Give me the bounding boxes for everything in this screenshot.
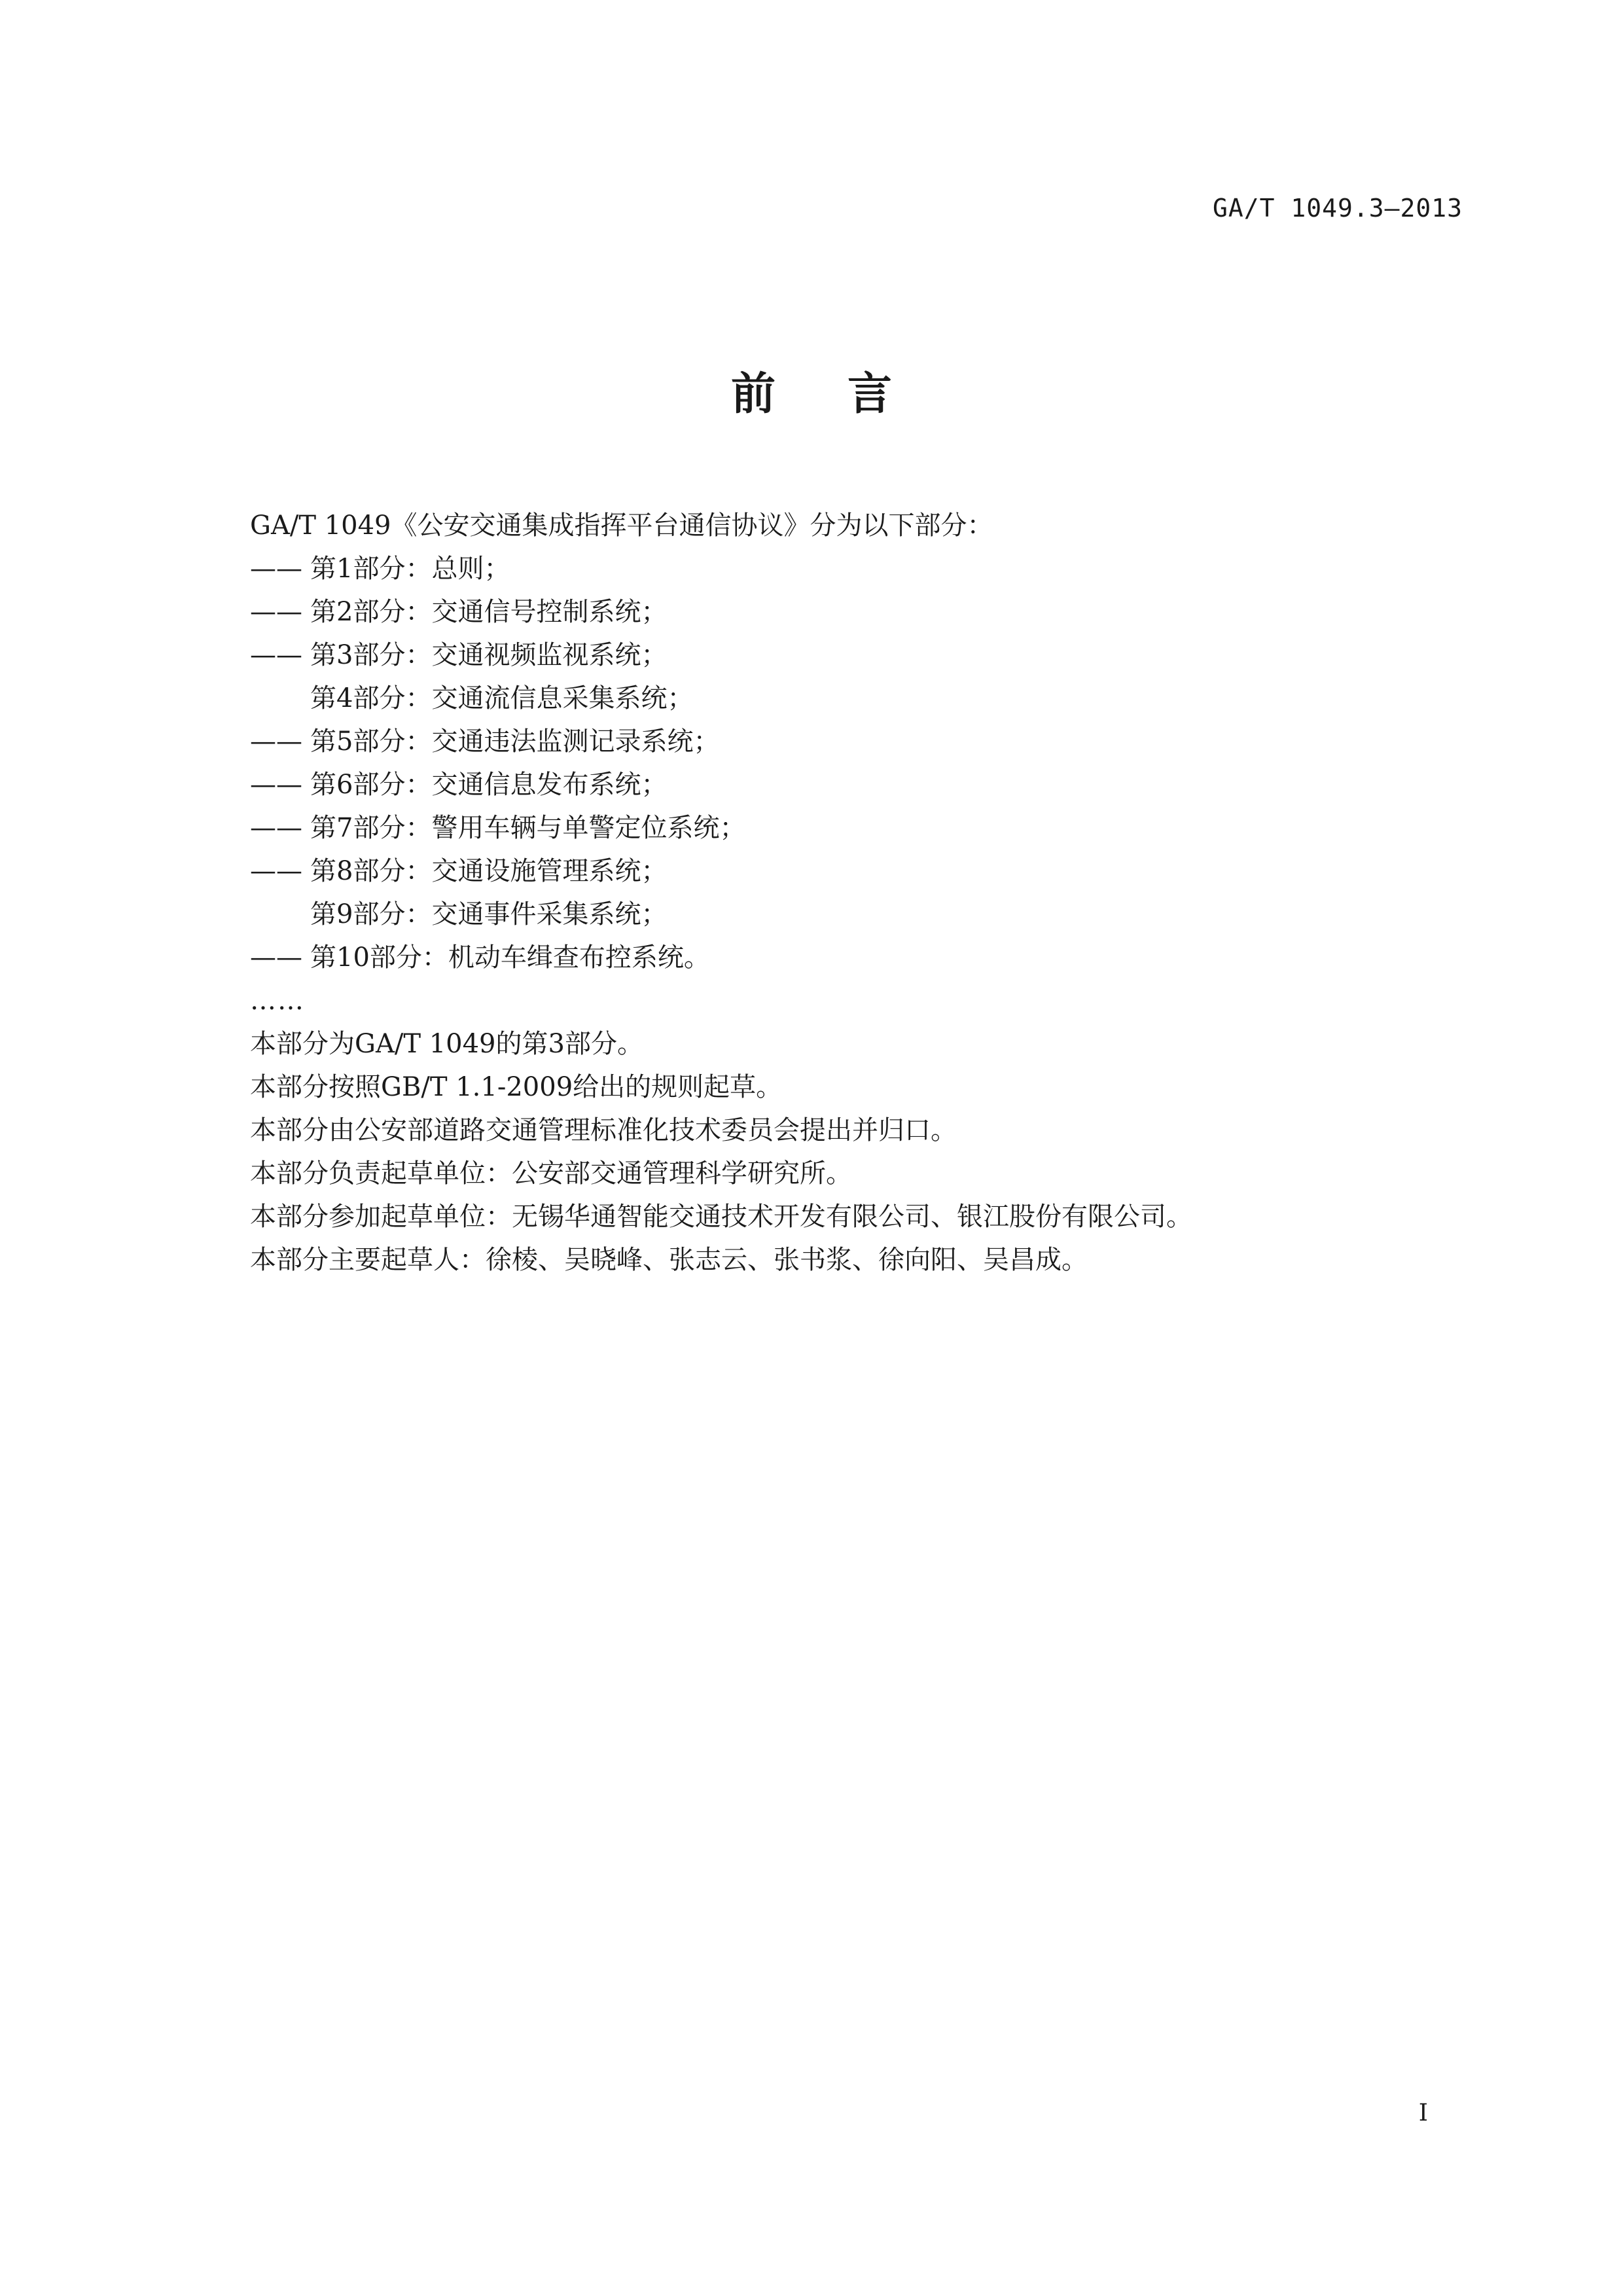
list-item bbox=[250, 936, 1480, 979]
part-label: 第9部分：交通事件采集系统； bbox=[310, 899, 668, 929]
part-label: 第5部分：交通违法监测记录系统； bbox=[310, 726, 720, 757]
part-label: 第7部分：警用车辆与单警定位系统； bbox=[310, 813, 746, 843]
list-item bbox=[250, 893, 1480, 936]
list-item bbox=[250, 547, 1480, 590]
parts-list bbox=[250, 547, 1480, 979]
part-label: 第2部分：交通信号控制系统； bbox=[310, 597, 668, 627]
statement-line: 本部分负责起草单位：公安部交通管理科学研究所。 bbox=[250, 1158, 852, 1189]
standard-code: GA/T 1049.3—2013 bbox=[1212, 194, 1463, 223]
dash-bullet: —— bbox=[250, 640, 302, 670]
statements-list bbox=[250, 1022, 1480, 1282]
dash-bullet: —— bbox=[250, 597, 302, 627]
dash-bullet: —— bbox=[250, 942, 302, 973]
list-item bbox=[250, 806, 1480, 850]
section-title: 前言 bbox=[730, 368, 964, 420]
list-item bbox=[250, 634, 1480, 677]
list-item bbox=[250, 763, 1480, 806]
part-label: 第4部分：交通流信息采集系统； bbox=[310, 683, 694, 713]
list-item bbox=[250, 677, 1480, 720]
part-label: 第8部分：交通设施管理系统； bbox=[310, 856, 668, 886]
part-label: 第6部分：交通信息发布系统； bbox=[310, 770, 668, 800]
part-label: 第10部分：机动车缉查布控系统。 bbox=[310, 942, 710, 973]
dash-bullet: —— bbox=[250, 770, 302, 800]
statement-line: 本部分由公安部道路交通管理标准化技术委员会提出并归口。 bbox=[250, 1115, 957, 1145]
statement-line: 本部分按照GB/T 1.1-2009给出的规则起草。 bbox=[250, 1072, 783, 1102]
dash-bullet: —— bbox=[250, 554, 302, 584]
intro-line: GA/T 1049《公安交通集成指挥平台通信协议》分为以下部分： bbox=[250, 511, 993, 541]
part-label: 第3部分：交通视频监视系统； bbox=[310, 640, 668, 670]
list-item bbox=[250, 590, 1480, 634]
list-item bbox=[250, 850, 1480, 893]
part-label: 第1部分：总则； bbox=[310, 554, 510, 584]
statement-line: 本部分为GA/T 1049的第3部分。 bbox=[250, 1029, 643, 1059]
statement-line: 本部分主要起草人：徐棱、吴晓峰、张志云、张书浆、徐向阳、吴昌成。 bbox=[250, 1245, 1088, 1275]
list-item bbox=[250, 720, 1480, 763]
page-number: I bbox=[1418, 2100, 1428, 2126]
dash-bullet: —— bbox=[250, 856, 302, 886]
foreword-body bbox=[250, 504, 1480, 1282]
ellipsis-line: …… bbox=[250, 986, 305, 1016]
statement-line: 本部分参加起草单位：无锡华通智能交通技术开发有限公司、银江股份有限公司。 bbox=[250, 1202, 1192, 1232]
dash-bullet: —— bbox=[250, 726, 302, 757]
dash-bullet: —— bbox=[250, 813, 302, 843]
